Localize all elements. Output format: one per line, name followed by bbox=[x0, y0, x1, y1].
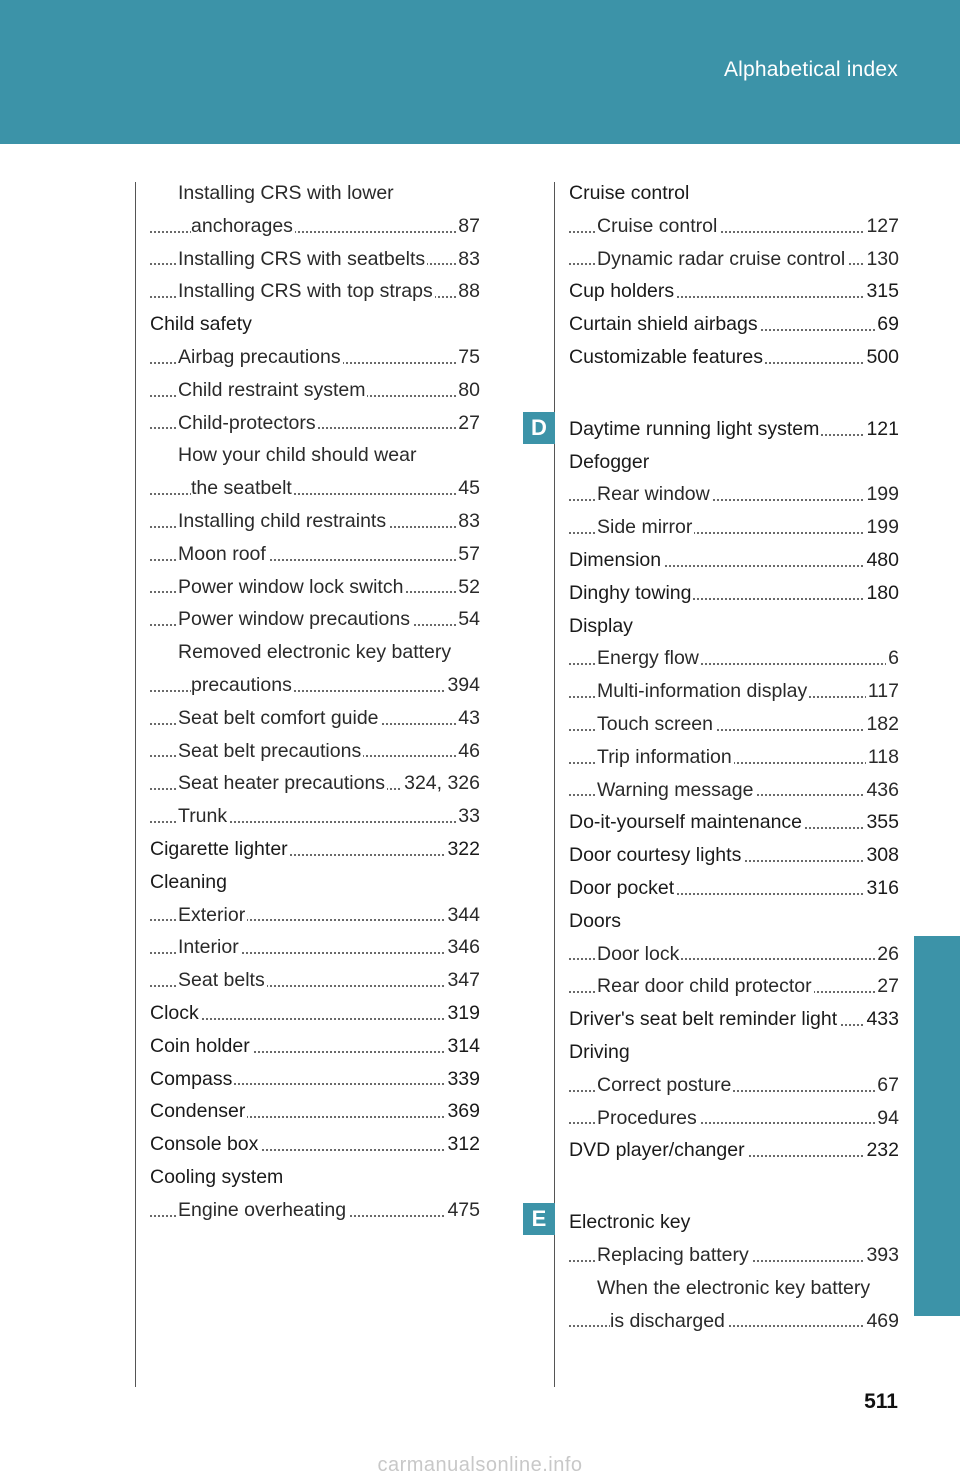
index-entry[interactable] bbox=[150, 243, 480, 276]
index-entry bbox=[569, 905, 899, 938]
index-term: Condenser bbox=[150, 1100, 246, 1123]
index-page-ref[interactable]: 27 bbox=[875, 970, 899, 1003]
index-page-ref[interactable]: 475 bbox=[445, 1194, 480, 1227]
index-entry[interactable] bbox=[569, 1134, 899, 1167]
index-entry bbox=[150, 1161, 480, 1194]
index-entry[interactable] bbox=[150, 505, 480, 538]
index-entry[interactable] bbox=[150, 341, 480, 374]
index-term: Seat belt precautions bbox=[178, 739, 362, 762]
index-entry[interactable] bbox=[150, 407, 480, 440]
index-page-ref[interactable]: 339 bbox=[445, 1063, 480, 1096]
index-page-ref[interactable]: 394 bbox=[445, 669, 480, 702]
index-column-right bbox=[569, 177, 899, 1337]
index-entry[interactable] bbox=[569, 806, 899, 839]
index-term: Dynamic radar cruise control bbox=[597, 247, 846, 270]
index-entry[interactable] bbox=[569, 970, 899, 1003]
index-term: Seat belts bbox=[178, 969, 265, 992]
index-page-ref[interactable]: 130 bbox=[864, 243, 899, 276]
index-term: is discharged bbox=[610, 1309, 725, 1332]
index-page-ref[interactable]: 199 bbox=[864, 511, 899, 544]
index-page-ref[interactable]: 26 bbox=[875, 938, 899, 971]
index-term: Exterior bbox=[178, 903, 246, 926]
index-term: Clock bbox=[150, 1001, 199, 1024]
index-entry[interactable] bbox=[569, 839, 899, 872]
index-entry[interactable] bbox=[569, 413, 899, 446]
index-entry bbox=[150, 636, 480, 669]
index-page-ref[interactable]: 347 bbox=[445, 964, 480, 997]
index-term: Side mirror bbox=[597, 516, 693, 539]
index-term: Seat belt comfort guide bbox=[178, 706, 379, 729]
index-term: Seat heater precautions bbox=[178, 772, 386, 795]
index-page-ref[interactable]: 346 bbox=[445, 931, 480, 964]
index-page-ref[interactable]: 312 bbox=[445, 1128, 480, 1161]
index-entry[interactable] bbox=[150, 669, 480, 702]
index-term: Rear door child protector bbox=[597, 975, 812, 998]
index-entry[interactable] bbox=[569, 872, 899, 905]
index-entry[interactable] bbox=[569, 511, 899, 544]
index-entry[interactable] bbox=[569, 544, 899, 577]
index-entry[interactable] bbox=[150, 538, 480, 571]
index-term: Curtain shield airbags bbox=[569, 313, 758, 336]
index-term: Installing CRS with seatbelts bbox=[178, 247, 426, 270]
index-page-ref[interactable]: 232 bbox=[864, 1134, 899, 1167]
index-entry[interactable] bbox=[569, 478, 899, 511]
index-page-ref[interactable]: 87 bbox=[456, 210, 480, 243]
index-entry bbox=[150, 308, 480, 341]
index-term: Correct posture bbox=[597, 1073, 732, 1096]
index-term: Electronic key bbox=[569, 1211, 691, 1234]
index-term: Multi-information display bbox=[597, 680, 808, 703]
index-page-ref[interactable]: 319 bbox=[445, 997, 480, 1030]
index-page-ref[interactable]: 117 bbox=[866, 675, 899, 708]
index-page-ref[interactable]: 6 bbox=[886, 642, 899, 675]
index-page-ref[interactable]: 436 bbox=[864, 774, 899, 807]
index-page-ref[interactable]: 182 bbox=[864, 708, 899, 741]
index-entry[interactable] bbox=[569, 938, 899, 971]
index-term: Door courtesy lights bbox=[569, 844, 742, 867]
index-page-ref[interactable]: 88 bbox=[456, 275, 480, 308]
index-term: Touch screen bbox=[597, 712, 713, 735]
index-term: Do-it-yourself maintenance bbox=[569, 811, 803, 834]
index-entry[interactable] bbox=[150, 1128, 480, 1161]
index-term: Door lock bbox=[597, 942, 680, 965]
index-entry bbox=[569, 1206, 899, 1239]
index-term: Replacing battery bbox=[597, 1243, 749, 1266]
index-term: Compass bbox=[150, 1067, 233, 1090]
index-term: Driving bbox=[569, 1040, 630, 1063]
index-entry[interactable] bbox=[150, 603, 480, 636]
index-term: Doors bbox=[569, 909, 622, 932]
index-entry[interactable] bbox=[150, 374, 480, 407]
index-entry[interactable] bbox=[150, 1063, 480, 1096]
index-term: Interior bbox=[178, 936, 239, 959]
index-term: DVD player/changer bbox=[569, 1139, 745, 1162]
index-page-ref[interactable]: 500 bbox=[864, 341, 899, 374]
index-term: Cigarette lighter bbox=[150, 837, 288, 860]
index-page-ref[interactable]: 355 bbox=[864, 806, 899, 839]
index-page-ref[interactable]: 121 bbox=[864, 413, 899, 446]
index-page-ref[interactable]: 316 bbox=[864, 872, 899, 905]
page-number: 511 bbox=[864, 1390, 898, 1413]
index-term: Child safety bbox=[150, 313, 252, 336]
index-entry[interactable] bbox=[569, 243, 899, 276]
index-entry[interactable] bbox=[150, 767, 480, 800]
index-entry[interactable] bbox=[569, 210, 899, 243]
column-divider-left bbox=[135, 182, 136, 1387]
index-term: Moon roof bbox=[178, 542, 266, 565]
index-page-ref[interactable]: 83 bbox=[456, 243, 480, 276]
index-entry bbox=[150, 177, 480, 210]
index-term: Cruise control bbox=[597, 214, 718, 237]
section-side-tab bbox=[914, 936, 960, 1316]
index-entry[interactable] bbox=[150, 472, 480, 505]
index-entry[interactable] bbox=[569, 1305, 899, 1338]
section-letter-e: E bbox=[523, 1203, 555, 1235]
index-page-ref[interactable]: 46 bbox=[456, 735, 480, 768]
index-page-ref[interactable]: 344 bbox=[445, 899, 480, 932]
index-term: Defogger bbox=[569, 450, 650, 473]
index-term: Installing CRS with top straps bbox=[178, 280, 433, 303]
section-title: Alphabetical index bbox=[723, 58, 898, 81]
index-page-ref[interactable]: 57 bbox=[456, 538, 480, 571]
index-entry[interactable] bbox=[150, 571, 480, 604]
page-header bbox=[0, 0, 960, 144]
index-entry[interactable] bbox=[150, 833, 480, 866]
index-page-ref[interactable]: 94 bbox=[875, 1102, 899, 1135]
index-entry bbox=[569, 177, 899, 210]
index-entry[interactable] bbox=[569, 308, 899, 341]
index-term: Dimension bbox=[569, 548, 662, 571]
index-entry[interactable] bbox=[150, 1194, 480, 1227]
index-term: When the electronic key battery bbox=[597, 1276, 871, 1299]
index-entry[interactable] bbox=[150, 1095, 480, 1128]
index-term: precautions bbox=[191, 673, 292, 696]
index-term: Customizable features bbox=[569, 345, 764, 368]
watermark: carmanualsonline.info bbox=[377, 1454, 583, 1476]
index-page-ref[interactable]: 314 bbox=[445, 1030, 480, 1063]
index-entry[interactable] bbox=[150, 800, 480, 833]
index-entry[interactable] bbox=[569, 341, 899, 374]
index-entry[interactable] bbox=[569, 577, 899, 610]
index-term: Installing child restraints bbox=[178, 509, 387, 532]
index-entry[interactable] bbox=[569, 675, 899, 708]
index-page-ref[interactable]: 33 bbox=[456, 800, 480, 833]
index-entry[interactable] bbox=[150, 997, 480, 1030]
index-page-ref[interactable]: 433 bbox=[864, 1003, 899, 1036]
section-gap bbox=[569, 374, 899, 413]
index-term: anchorages bbox=[191, 214, 293, 237]
index-term: Display bbox=[569, 614, 633, 637]
index-page-ref[interactable]: 127 bbox=[864, 210, 899, 243]
index-entry[interactable] bbox=[569, 774, 899, 807]
index-term: Console box bbox=[150, 1133, 259, 1156]
index-term: How your child should wear bbox=[178, 444, 417, 467]
index-page-ref[interactable]: 308 bbox=[864, 839, 899, 872]
index-entry[interactable] bbox=[569, 708, 899, 741]
index-column-left bbox=[150, 177, 480, 1227]
index-term: Daytime running light system bbox=[569, 417, 820, 440]
index-term: Trip information bbox=[597, 745, 732, 768]
index-entry[interactable] bbox=[569, 1102, 899, 1135]
index-page-ref[interactable]: 324, 326 bbox=[402, 767, 480, 800]
index-page-ref[interactable]: 67 bbox=[875, 1069, 899, 1102]
section-gap bbox=[569, 1167, 899, 1206]
index-page-ref[interactable]: 480 bbox=[864, 544, 899, 577]
index-term: Dinghy towing bbox=[569, 581, 692, 604]
index-term: Cruise control bbox=[569, 182, 690, 204]
index-page-ref[interactable]: 393 bbox=[864, 1239, 899, 1272]
index-entry bbox=[150, 866, 480, 899]
index-term: Driver's seat belt reminder light bbox=[569, 1008, 838, 1031]
index-page-ref[interactable]: 75 bbox=[456, 341, 480, 374]
index-term: Warning message bbox=[597, 778, 754, 801]
index-entry[interactable] bbox=[569, 1069, 899, 1102]
index-term: Airbag precautions bbox=[178, 345, 341, 368]
index-entry[interactable] bbox=[150, 702, 480, 735]
index-term: Cup holders bbox=[569, 280, 675, 303]
index-term: Trunk bbox=[178, 805, 228, 828]
index-term: Door pocket bbox=[569, 876, 675, 899]
index-term: Installing CRS with lower bbox=[178, 182, 394, 204]
index-term: Coin holder bbox=[150, 1034, 250, 1057]
index-entry[interactable] bbox=[150, 275, 480, 308]
index-page-ref[interactable]: 83 bbox=[456, 505, 480, 538]
section-letter-d: D bbox=[523, 412, 555, 444]
index-page-ref[interactable]: 322 bbox=[445, 833, 480, 866]
index-page-ref[interactable]: 45 bbox=[456, 472, 480, 505]
index-page-ref[interactable]: 52 bbox=[456, 571, 480, 604]
index-page-ref[interactable]: 369 bbox=[445, 1095, 480, 1128]
index-page-ref[interactable]: 199 bbox=[864, 478, 899, 511]
index-page-ref[interactable]: 80 bbox=[456, 374, 480, 407]
index-term: Engine overheating bbox=[178, 1198, 347, 1221]
index-term: Power window lock switch bbox=[178, 575, 404, 598]
index-term: Cooling system bbox=[150, 1165, 284, 1188]
index-term: Removed electronic key battery bbox=[178, 641, 452, 664]
index-entry bbox=[569, 610, 899, 643]
index-term: the seatbelt bbox=[191, 477, 292, 500]
index-entry[interactable] bbox=[150, 735, 480, 768]
index-entry[interactable] bbox=[150, 964, 480, 997]
index-term: Procedures bbox=[597, 1106, 697, 1129]
index-entry[interactable] bbox=[569, 642, 899, 675]
index-entry bbox=[569, 1036, 899, 1069]
index-entry[interactable] bbox=[150, 931, 480, 964]
index-entry[interactable] bbox=[569, 1003, 899, 1036]
index-page-ref[interactable]: 469 bbox=[864, 1305, 899, 1338]
index-entry[interactable] bbox=[150, 210, 480, 243]
index-term: Power window precautions bbox=[178, 608, 410, 631]
index-page-ref[interactable]: 27 bbox=[456, 407, 480, 440]
index-entry[interactable] bbox=[150, 899, 480, 932]
index-term: Child restraint system bbox=[178, 378, 366, 401]
index-term: Energy flow bbox=[597, 647, 699, 670]
index-entry bbox=[150, 439, 480, 472]
index-entry[interactable] bbox=[569, 275, 899, 308]
index-term: Rear window bbox=[597, 483, 710, 506]
index-entry bbox=[569, 1272, 899, 1305]
index-page-ref[interactable]: 118 bbox=[866, 741, 899, 774]
index-entry[interactable] bbox=[150, 1030, 480, 1063]
index-page-ref[interactable]: 54 bbox=[456, 603, 480, 636]
index-term: Cleaning bbox=[150, 870, 227, 893]
index-entry[interactable] bbox=[569, 741, 899, 774]
index-page-ref[interactable]: 315 bbox=[864, 275, 899, 308]
index-term: Child-protectors bbox=[178, 411, 316, 434]
index-entry bbox=[569, 446, 899, 479]
index-page-ref[interactable]: 180 bbox=[864, 577, 899, 610]
index-entry[interactable] bbox=[569, 1239, 899, 1272]
index-page-ref[interactable]: 43 bbox=[456, 702, 480, 735]
index-page-ref[interactable]: 69 bbox=[875, 308, 899, 341]
